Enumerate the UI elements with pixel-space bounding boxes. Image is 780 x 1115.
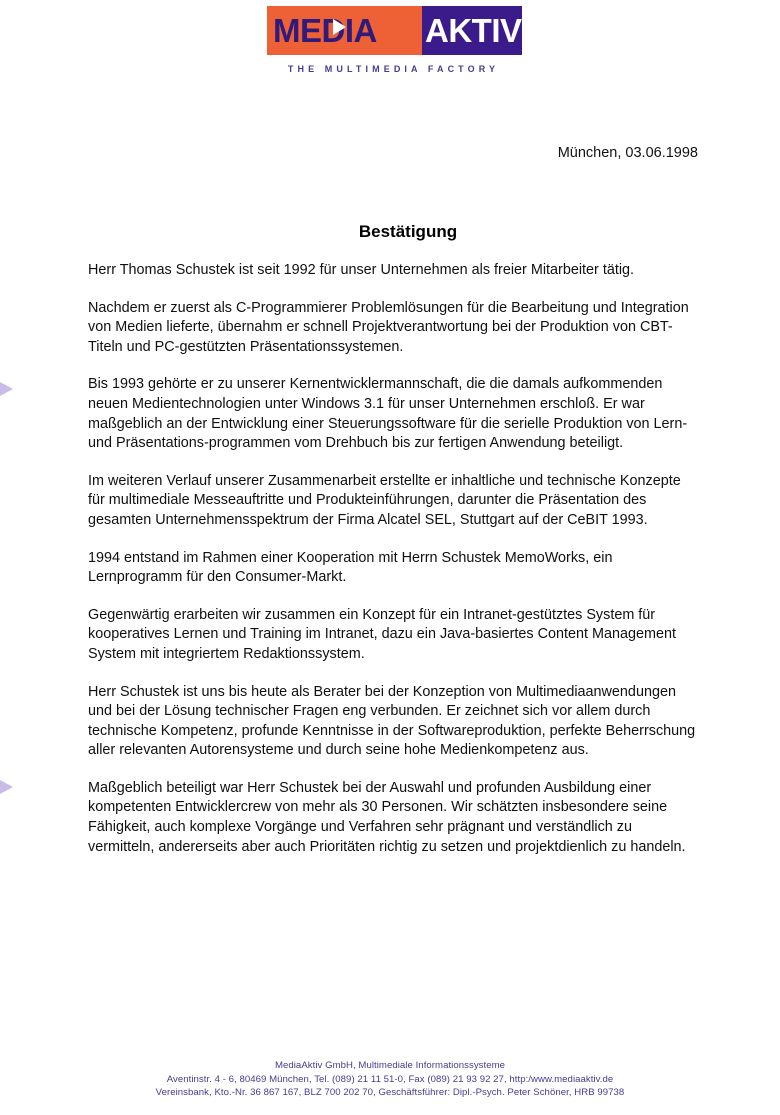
logo-word-aktiv: AKTIV	[425, 12, 522, 49]
paragraph: 1994 entstand im Rahmen einer Kooperation mit Herrn Schustek MemoWorks, ein Lernprogramm für den Consumer-Markt.	[88, 549, 613, 586]
date-line: München, 03.06.1998	[557, 145, 698, 161]
paragraph: Bis 1993 gehörte er zu unserer Kernentwicklermannschaft, die die damals aufkommenden neuen Medientechnologien unter Windows 3.1 für unser Unternehmen erschloß. Er war maßgeblich an der Entwicklung einer Steuerungssoftware für die serielle Produktion von Lern- und Präsentations-programmen vom Drehbuch bis zur fertigen Anwendung beteiligt.	[88, 376, 688, 452]
paragraph: Herr Schustek ist uns bis heute als Berater bei der Konzeption von Multimediaanwendungen und bei der Lösung technischer Fragen eng verbunden. Er zeichnet sich vor allem durch technische Kompetenz, profunde Kenntnisse in der Softwareproduktion, perfekte Beherrschung aller relevanten Autorensysteme und durch seine hohe Medienkompetenz aus.	[88, 683, 696, 759]
company-logo	[267, 6, 520, 74]
logo-left-panel	[267, 6, 422, 55]
logo-bar	[267, 6, 520, 55]
footer-bank-line: Vereinsbank, Kto.-Nr. 36 867 167, BLZ 700 202 70, Geschäftsführer: Dipl.-Psych. Peter Schöner, HRB 99738	[155, 1086, 625, 1098]
letter-body	[88, 261, 696, 875]
play-triangle-icon	[333, 19, 346, 35]
logo-tagline: THE MULTIMEDIA FACTORY	[287, 64, 500, 74]
page-footer	[0, 1059, 780, 1099]
paragraph: Herr Thomas Schustek ist seit 1992 für unser Unternehmen als freier Mitarbeiter tätig.	[88, 262, 635, 278]
footer-address-line: Aventinstr. 4 - 6, 80469 München, Tel. (089) 21 11 51-0, Fax (089) 21 93 92 27, http:/www.mediaaktiv.de	[166, 1073, 614, 1085]
fax-margin-arrow-icon	[0, 780, 13, 794]
logo-word-media: MEDIA	[273, 12, 377, 49]
paragraph: Nachdem er zuerst als C-Programmierer Problemlösungen für die Bearbeitung und Integration von Medien lieferte, übernahm er schnell Projektverantwortung bei der Produktion von CBT-Titeln und PC-gestützten Präsentationssystemen.	[88, 299, 689, 355]
fax-margin-arrow-icon	[0, 382, 13, 396]
paragraph: Gegenwärtig erarbeiten wir zusammen ein Konzept für ein Intranet-gestütztes System für kooperatives Lernen und Training im Intranet, dazu ein Java-basiertes Content Management System mit integriertem Redaktionssystem.	[88, 606, 676, 662]
page-title: Bestätigung	[358, 222, 458, 241]
paragraph: Maßgeblich beteiligt war Herr Schustek bei der Auswahl und profunden Ausbildung einer kompetenten Entwicklercrew von mehr als 30 Personen. Wir schätzten insbesondere seine Fähigkeit, auch komplexe Vorgänge und Verfahren sehr prägnant und verständlich zu vermitteln, andererseits aber auch Prioritäten richtig zu setzen und projektdienlich zu handeln.	[88, 779, 686, 855]
logo-right-panel	[422, 6, 522, 55]
paragraph: Im weiteren Verlauf unserer Zusammenarbeit erstellte er inhaltliche und technische Konzepte für multimediale Messeauftritte und Produkteinführungen, darunter die Präsentation des gesamten Unternehmensspektrum der Firma Alcatel SEL, Stuttgart auf der CeBIT 1993.	[88, 472, 681, 528]
footer-company-line: MediaAktiv GmbH, Multimediale Informationssysteme	[274, 1060, 506, 1072]
